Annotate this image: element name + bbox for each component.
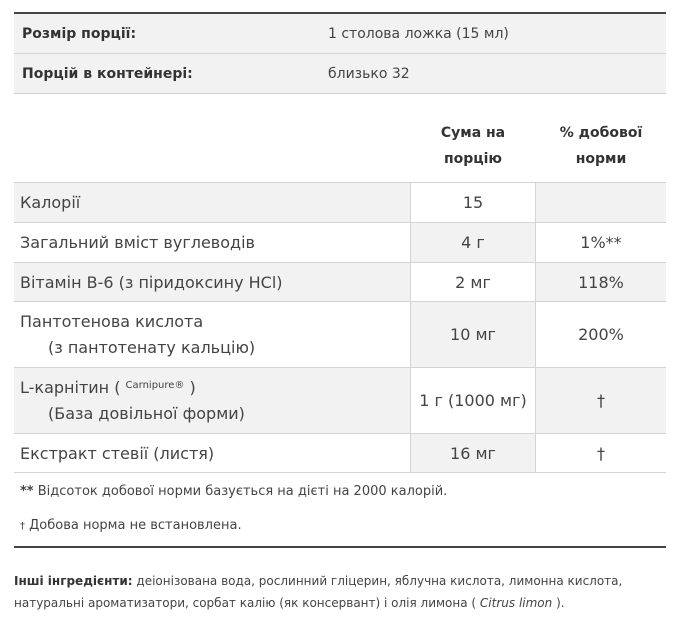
nutrient-amount: 10 мг	[410, 302, 536, 367]
serving-size-value: 1 столова ложка (15 мл)	[328, 25, 509, 42]
nutrient-source: (База довільної форми)	[48, 403, 245, 423]
footnote-not-established	[20, 518, 242, 533]
table-row	[14, 302, 666, 368]
nutrient-name-line	[20, 375, 196, 401]
nutrient-name-close: )	[189, 377, 196, 397]
other-ingredients-label: Інші інгредієнти:	[14, 574, 133, 588]
other-ingredients	[14, 570, 666, 614]
footnote-mark: **	[20, 484, 34, 499]
nutrient-dv: 118%	[536, 263, 666, 301]
nutrient-dv: †	[536, 434, 666, 472]
serving-table	[14, 12, 666, 94]
nutrient-amount: 16 мг	[410, 434, 536, 472]
serving-size-row	[14, 14, 666, 54]
servings-per-container-label: Порцій в контейнері:	[22, 65, 193, 82]
other-ingredients-text3: ).	[556, 596, 565, 610]
nutrient-table	[14, 120, 666, 473]
amount-header-line1: Сума на	[440, 125, 506, 141]
nutrient-name: Загальний вміст вуглеводів	[14, 223, 410, 262]
table-row	[14, 223, 666, 263]
footnotes	[14, 472, 666, 548]
amount-per-serving-header	[410, 120, 536, 182]
table-row	[14, 434, 666, 473]
nutrient-amount: 1 г (1000 мг)	[410, 368, 536, 433]
nutrient-dv: 1%**	[536, 223, 666, 262]
latin-name: Citrus limon	[479, 596, 553, 610]
footnote-text: Добова норма не встановлена.	[29, 518, 242, 533]
dv-header-line2: норми	[575, 151, 627, 167]
footnote-daily-value	[20, 484, 447, 499]
nutrient-amount: 15	[410, 183, 536, 222]
nutrient-table-header	[14, 120, 666, 182]
trademark-carnipure: Carnipure®	[125, 379, 185, 391]
other-ingredients-line2	[14, 592, 666, 614]
nutrient-amount: 2 мг	[410, 263, 536, 301]
table-row	[14, 368, 666, 434]
footnote-mark: †	[20, 521, 25, 532]
nutrient-name: Вітамін B-6 (з піридоксину HCl)	[14, 263, 410, 301]
nutrient-source: (з пантотенату кальцію)	[48, 337, 256, 357]
footnote-text: Відсоток добової норми базується на дієті на 2000 калорій.	[37, 484, 448, 499]
table-row	[14, 183, 666, 223]
nutrient-name-cell	[14, 368, 410, 433]
table-row	[14, 263, 666, 302]
nutrient-name: Екстракт стевії (листя)	[14, 434, 410, 472]
servings-per-container-row	[14, 54, 666, 94]
nutrient-name: L-карнітин (	[20, 377, 121, 397]
nutrient-dv: †	[536, 368, 666, 433]
nutrient-dv: 200%	[536, 302, 666, 367]
nutrient-name-cell	[14, 302, 410, 367]
amount-header-line2: порцію	[443, 151, 503, 167]
servings-per-container-value: близько 32	[328, 65, 410, 82]
other-ingredients-text1: деіонізована вода, рослинний гліцерин, яблучна кислота, лимонна кислота,	[136, 574, 623, 588]
nutrient-amount: 4 г	[410, 223, 536, 262]
nutrient-dv	[536, 183, 666, 222]
nutrient-name: Пантотенова кислота	[20, 311, 204, 331]
serving-size-label: Розмір порції:	[22, 25, 137, 42]
other-ingredients-line1	[14, 570, 666, 592]
other-ingredients-text2: натуральні ароматизатори, сорбат калію (як консервант) і олія лимона (	[14, 596, 477, 610]
daily-value-header	[536, 120, 666, 182]
dv-header-line1: % добової	[559, 125, 643, 141]
nutrient-name: Калорії	[14, 183, 410, 222]
